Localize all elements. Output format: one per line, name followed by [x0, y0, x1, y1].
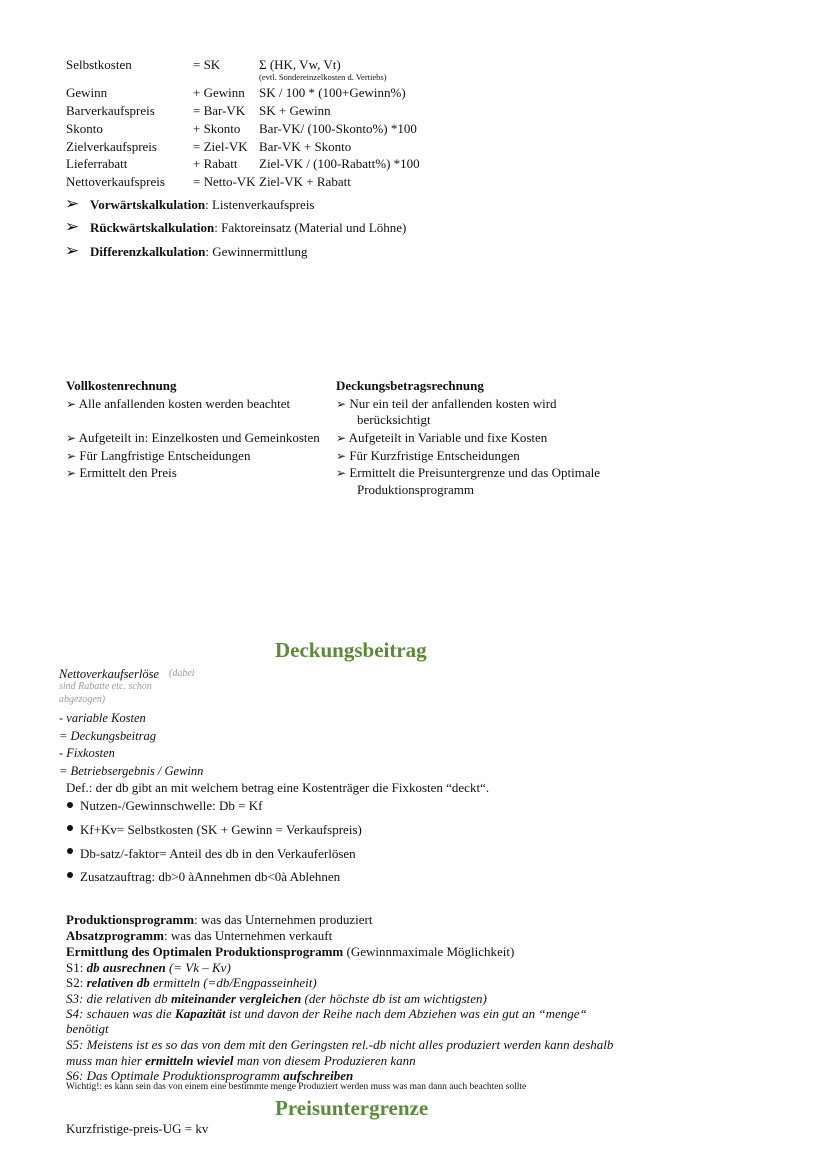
arrow-icon: ➢ [336, 449, 347, 463]
kalk-label: Zielverkaufspreis [66, 139, 157, 154]
kalk-label: Selbstkosten [66, 57, 132, 72]
list-item: ➢ Aufgeteilt in: Einzelkosten und Gemeinkosten [66, 430, 320, 445]
step-s5-cont: muss man hier ermitteln wieviel man von diesem Produzieren kann [66, 1053, 416, 1068]
kalk-formula: Bar-VK + Skonto [259, 139, 352, 154]
schema-note: abgezogen) [59, 694, 106, 705]
kalk-type: Rückwärtskalkulation: Faktoreinsatz (Material und Löhne) [90, 220, 407, 235]
bullet-item: Nutzen-/Gewinnschwelle: Db = Kf [80, 798, 263, 813]
kalk-symbol: = Netto-VK [193, 174, 256, 189]
list-item: ➢ Für Kurzfristige Entscheidungen [336, 448, 520, 463]
step-s1: S1: db ausrechnen (= Vk – Kv) [66, 960, 231, 975]
arrow-icon: ➢ [66, 466, 77, 480]
kalk-label: Skonto [66, 121, 103, 136]
deckungsbeitrag-title: Deckungsbeitrag [275, 638, 427, 662]
bullet-icon [67, 825, 73, 831]
kalk-label: Barverkaufspreis [66, 103, 155, 118]
kalk-symbol: + Skonto [193, 121, 241, 136]
list-item: ➢ Alle anfallenden kosten werden beachtet [66, 396, 291, 411]
arrow-icon: ➢ [336, 397, 347, 411]
schema-line: Nettoverkaufserlöse [59, 667, 159, 681]
list-item-continuation: berücksichtigt [357, 412, 431, 427]
kalk-label: Gewinn [66, 85, 108, 100]
kalk-formula: Ziel-VK + Rabatt [259, 174, 351, 189]
preisuntergrenze-line: Kurzfristige-preis-UG = kv [66, 1121, 209, 1136]
kalk-note: (evtl. Sondereinzelkosten d. Vertiebs) [259, 72, 387, 82]
bullet-item: Zusatzauftrag: db>0 àAnnehmen db<0à Ablehnen [80, 869, 341, 884]
arrow-icon: ➢ [65, 217, 80, 236]
kalk-label: Lieferrabatt [66, 156, 128, 171]
list-item: ➢ Ermittelt die Preisuntergrenze und das Optimale [336, 465, 600, 480]
wichtig-note: Wichtig!: es kann sein das von einem eine bestimmte menge Produziert werden muss was man dann auch beachten sollte [66, 1082, 527, 1092]
step-s4: S4: schauen was die Kapazität ist und davon der Reihe nach dem Abziehen was ein gut an “menge“ [66, 1006, 587, 1021]
pp-line: Produktionsprogramm: was das Unternehmen produziert [66, 912, 373, 927]
kalk-type: Vorwärtskalkulation: Listenverkaufspreis [90, 197, 315, 212]
arrow-icon: ➢ [66, 449, 77, 463]
db-definition: Def.: der db gibt an mit welchem betrag eine Kostenträger die Fixkosten “deckt“. [66, 780, 490, 795]
schema-line: - variable Kosten [59, 711, 146, 725]
list-item: ➢ Ermittelt den Preis [66, 465, 177, 480]
list-item: ➢ Für Langfristige Entscheidungen [66, 448, 251, 463]
vollkosten-heading: Vollkostenrechnung [66, 378, 177, 393]
list-item: ➢ Aufgeteilt in Variable und fixe Kosten [336, 430, 548, 445]
bullet-item: Db-satz/-faktor= Anteil des db in den Verkauferlösen [80, 846, 356, 861]
arrow-icon: ➢ [65, 241, 80, 260]
bullet-icon [67, 848, 73, 854]
kalk-formula: SK / 100 * (100+Gewinn%) [259, 85, 406, 100]
step-s2: S2: relativen db ermitteln (=db/Engpasseinheit) [66, 975, 317, 990]
kalk-formula: Ziel-VK / (100-Rabatt%) *100 [259, 156, 420, 171]
arrow-icon: ➢ [336, 431, 347, 445]
kalk-symbol: + Rabatt [193, 156, 238, 171]
schema-line: - Fixkosten [59, 746, 115, 760]
kalk-formula: Bar-VK/ (100-Skonto%) *100 [259, 121, 417, 136]
step-s3: S3: die relativen db miteinander vergleichen (der höchste db ist am wichtigsten) [66, 991, 487, 1006]
schema-note: sind Rabatte etc. schon [59, 681, 152, 692]
kalk-symbol: = Bar-VK [193, 103, 246, 118]
kalk-symbol: = Ziel-VK [193, 139, 248, 154]
arrow-icon: ➢ [66, 397, 77, 411]
list-item: ➢ Nur ein teil der anfallenden kosten wird [336, 396, 557, 411]
step-s6: S6: Das Optimale Produktionsprogramm aufschreiben [66, 1068, 354, 1083]
arrow-icon: ➢ [65, 194, 80, 213]
ap-line: Absatzprogramm: was das Unternehmen verkauft [66, 928, 333, 943]
preisuntergrenze-title: Preisuntergrenze [275, 1096, 429, 1120]
opt-line: Ermittlung des Optimalen Produktionsprogramm (Gewinnmaximale Möglichkeit) [66, 944, 515, 959]
step-s5: S5: Meistens ist es so das von dem mit den Geringsten rel.-db nicht alles produziert werden kann deshalb [66, 1037, 614, 1052]
kalk-symbol: = SK [193, 57, 221, 72]
kalk-formula: Σ (HK, Vw, Vt) [259, 57, 341, 72]
bullet-icon [67, 802, 73, 808]
schema-line: = Deckungsbeitrag [59, 729, 156, 743]
list-item-continuation: Produktionsprogramm [357, 482, 474, 497]
arrow-icon: ➢ [336, 466, 347, 480]
step-s4-cont: benötigt [66, 1021, 109, 1036]
bullet-icon [67, 872, 73, 878]
kalk-label: Nettoverkaufspreis [66, 174, 165, 189]
kalk-type: Differenzkalkulation: Gewinnermittlung [90, 244, 308, 259]
kalk-formula: SK + Gewinn [259, 103, 331, 118]
bullet-item: Kf+Kv= Selbstkosten (SK + Gewinn = Verkaufspreis) [80, 822, 362, 837]
deckungsbetrag-heading: Deckungsbetragsrechnung [336, 378, 484, 393]
arrow-icon: ➢ [66, 431, 77, 445]
schema-line: = Betriebsergebnis / Gewinn [59, 764, 204, 778]
kalk-symbol: + Gewinn [193, 85, 245, 100]
schema-note: (dabei [169, 668, 195, 679]
